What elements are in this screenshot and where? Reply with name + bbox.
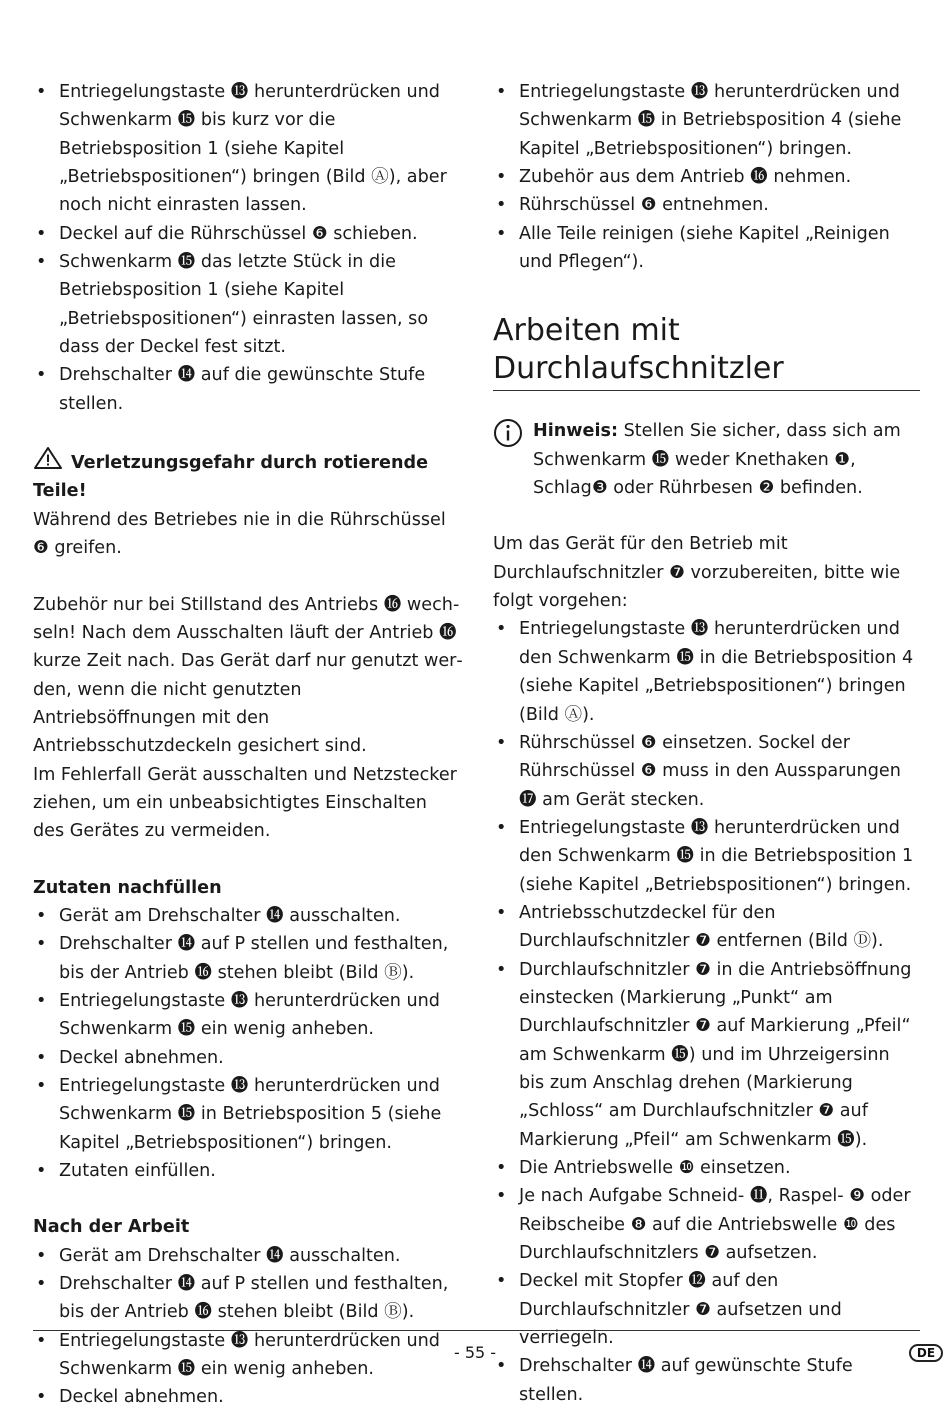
error-paragraph: Im Fehlerfall Gerät ausschalten und Netzstecker ziehen, um ein unbeabsichtigtes Einschalten des Gerätes zu vermeiden. [33,764,457,842]
list-item: • Gerät am Drehschalter ⓮ ausschalten. [33,902,463,930]
shredder-steps-list [493,615,920,1409]
language-badge: DE [909,1344,943,1362]
intro-paragraph: Um das Gerät für den Betrieb mit Durchlaufschnitzler ❼ vorzubereiten, bitte wie folgt vorgehen: [493,534,901,612]
info-icon [493,418,523,448]
after-work-steps-list [33,1242,463,1412]
spacer [493,502,920,530]
section-title: Arbeiten mit Durchlaufschnitzler [493,312,920,391]
list-item: • Je nach Aufgabe Schneid- ⓫, Raspel- ❾ oder Reibscheibe ❽ auf die Antriebswelle ❿ des Durchlaufschnitzlers ❼ aufsetzen. [493,1182,920,1267]
warning-title: Verletzungsgefahr durch rotierende Teile! [33,453,429,502]
spacer [33,1185,463,1213]
right-column [493,78,920,1409]
hint-label: Hinweis: [533,421,619,442]
list-item: • Entriegelungstaste ⓭ herunterdrücken und Schwenkarm ⓯ in Betriebsposition 5 (siehe Kapitel „Betriebspositionen“) bringen. [33,1072,463,1157]
list-item: • Deckel abnehmen. [33,1044,463,1072]
list-item: • Deckel abnehmen. [33,1383,463,1411]
section-heading-refill: Zutaten nachfüllen [33,877,222,898]
hint-text [533,417,920,502]
list-item: • Gerät am Drehschalter ⓮ ausschalten. [33,1242,463,1270]
warning-triangle-icon [33,446,65,470]
list-item: • Drehschalter ⓮ auf gewünschte Stufe stellen. [493,1352,920,1409]
list-item: • Drehschalter ⓮ auf die gewünschte Stufe stellen. [33,361,463,418]
list-item: • Zubehör aus dem Antrieb ⓰ nehmen. [493,163,920,191]
list-item: • Die Antriebswelle ❿ einsetzen. [493,1154,920,1182]
list-item: • Alle Teile reinigen (siehe Kapitel „Reinigen und Pflegen“). [493,220,920,277]
hint-body: Stellen Sie sicher, dass sich am Schwenkarm ⓯ weder Knethaken ❶, Schlag❸ oder Rührbesen ❷ befinden. [533,421,901,499]
list-item: • Zutaten einfüllen. [33,1157,463,1185]
spacer [33,418,463,446]
spacer [33,846,463,874]
list-item: • Antriebsschutzdeckel für den Durchlaufschnitzler ❼ entfernen (Bild Ⓓ). [493,899,920,956]
warning-text: Während des Betriebes nie in die Rührschüssel ❻ greifen. [33,509,446,559]
list-item: • Deckel auf die Rührschüssel ❻ schieben. [33,220,463,248]
refill-steps-list [33,902,463,1185]
section-heading-after-work: Nach der Arbeit [33,1217,190,1238]
left-steps-list [33,78,463,418]
list-item: • Entriegelungstaste ⓭ herunterdrücken und den Schwenkarm ⓯ in die Betriebsposition 1 (siehe Kapitel „Betriebspositionen“) bringen. [493,814,920,899]
footer-divider [33,1330,920,1331]
page-number: - 55 - [453,1343,497,1362]
list-item: • Entriegelungstaste ⓭ herunterdrücken und Schwenkarm ⓯ bis kurz vor die Betriebsposition 1 (siehe Kapitel „Betriebspositionen“) bringen (Bild Ⓐ), aber noch nicht einrasten lassen. [33,78,463,220]
list-item: • Entriegelungstaste ⓭ herunterdrücken und Schwenkarm ⓯ ein wenig anheben. [33,987,463,1044]
list-item: • Drehschalter ⓮ auf P stellen und festhalten, bis der Antrieb ⓰ stehen bleibt (Bild Ⓑ). [33,1270,463,1327]
list-item: • Entriegelungstaste ⓭ herunterdrücken und den Schwenkarm ⓯ in die Betriebsposition 4 (siehe Kapitel „Betriebspositionen“) bringen (Bild Ⓐ). [493,615,920,728]
warning-heading [33,446,463,506]
list-item: • Durchlaufschnitzler ❼ in die Antriebsöffnung einstecken (Markierung „Punkt“ am Durchlaufschnitzler ❼ auf Markierung „Pfeil“ am Schwenkarm ⓯) und im Uhrzeigersinn bis zum Anschlag drehen (Markierung „Schloss“ am Durchlaufschnitzler ❼ auf Markierung „Pfeil“ am Schwenkarm ⓯). [493,956,920,1154]
left-column [33,78,463,1412]
list-item: • Rührschüssel ❻ entnehmen. [493,191,920,219]
list-item: • Entriegelungstaste ⓭ herunterdrücken und Schwenkarm ⓯ in Betriebsposition 4 (siehe Kapitel „Betriebspositionen“) bringen. [493,78,920,163]
list-item: • Drehschalter ⓮ auf P stellen und festhalten, bis der Antrieb ⓰ stehen bleibt (Bild Ⓑ). [33,930,463,987]
list-item: • Rührschüssel ❻ einsetzen. Sockel der Rührschüssel ❻ muss in den Aussparungen ⓱ am Gerät stecken. [493,729,920,814]
hint-box [493,417,920,502]
spacer [33,563,463,591]
list-item: • Schwenkarm ⓯ das letzte Stück in die Betriebsposition 1 (siehe Kapitel „Betriebspositionen“) einrasten lassen, so dass der Deckel fest sitzt. [33,248,463,361]
right-steps-list [493,78,920,276]
list-item: • Deckel mit Stopfer ⓬ auf den Durchlaufschnitzler ❼ aufsetzen und verriegeln. [493,1267,920,1352]
safety-paragraph: Zubehör nur bei Stillstand des Antriebs ⓰ wechseln! Nach dem Ausschalten läuft der Antrieb ⓰ kurze Zeit nach. Das Gerät darf nur genutzt werden, wenn die nicht genutzten Antriebsöffnungen mit den Antriebsschutzdeckeln gesichert sind. [33,594,463,757]
list-item: • Entriegelungstaste ⓭ herunterdrücken und Schwenkarm ⓯ ein wenig anheben. [33,1327,463,1384]
